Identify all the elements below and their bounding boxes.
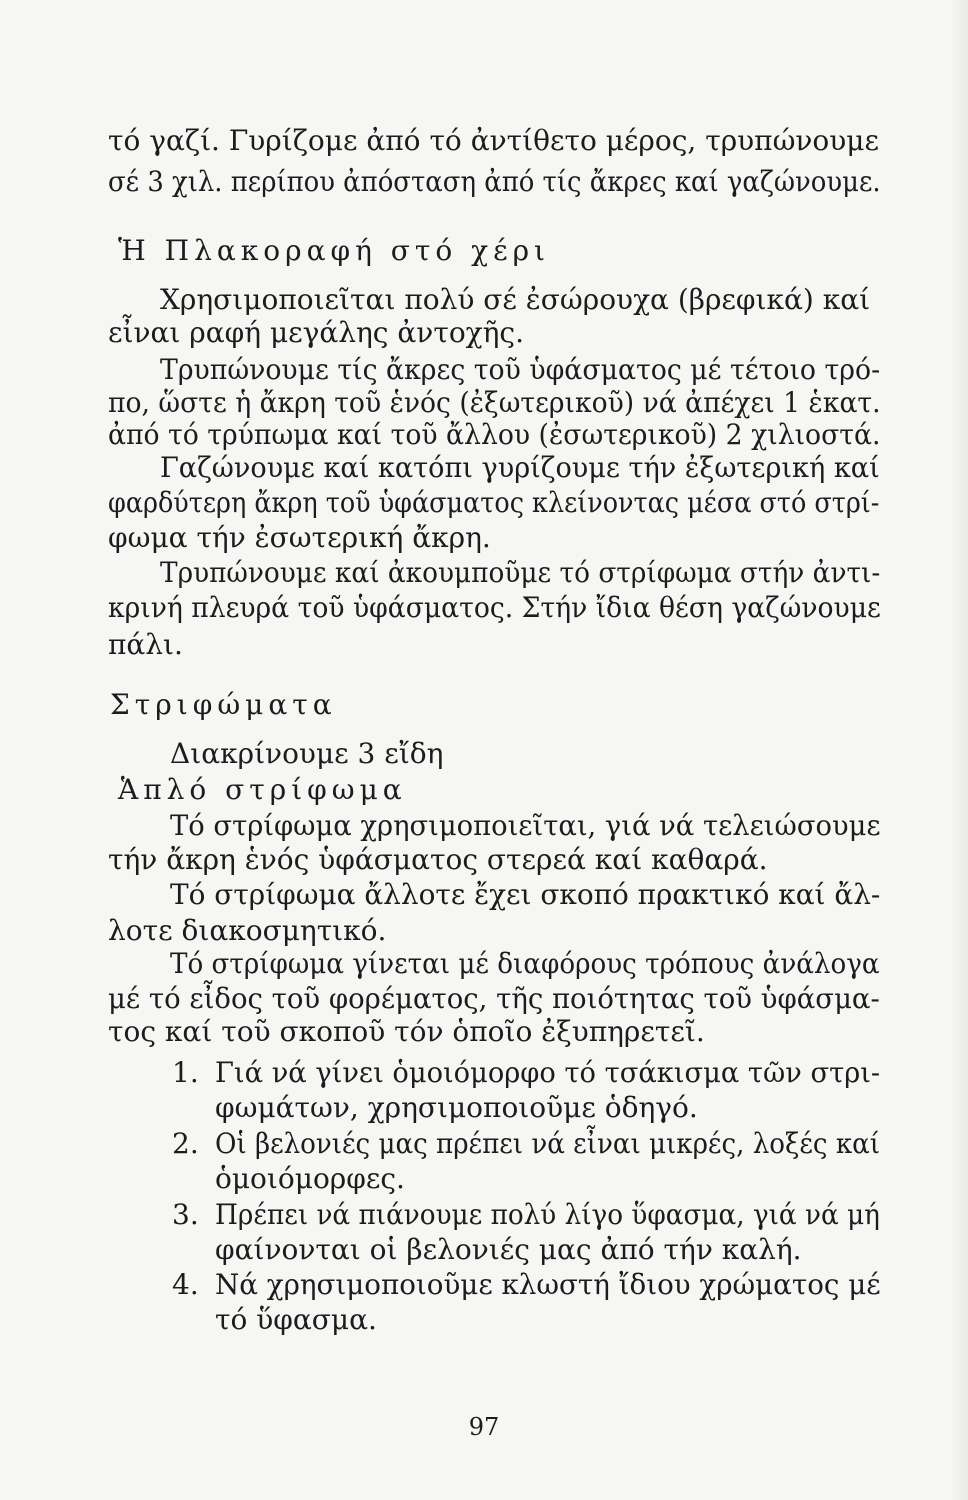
text-line: πο, ὥστε ἡ ἄκρη τοῦ ἑνός (ἐξωτερικοῦ) νά ἀπέχει 1 ἑκατ.	[108, 386, 881, 419]
text-line: Τό στρίφωμα χρησιμοποιεῖται, γιά νά τελειώσουμε	[170, 809, 881, 842]
section-heading: Ἁπλό στρίφωμα	[118, 773, 407, 806]
list-item-text: φαίνονται οἱ βελονιές μας ἀπό τήν καλή.	[215, 1233, 802, 1266]
list-item-text: τό ὕφασμα.	[215, 1303, 377, 1336]
list-item-text: Πρέπει νά πιάνουμε πολύ λίγο ὕφασμα, γιά νά μή	[215, 1198, 880, 1231]
text-line: τό γαζί. Γυρίζομε ἀπό τό ἀντίθετο μέρος, τρυπώνουμε	[108, 124, 880, 157]
text-line: μέ τό εἶδος τοῦ φορέματος, τῆς ποιότητας τοῦ ὑφάσμα-	[108, 982, 880, 1015]
page-edge-shadow	[950, 0, 968, 1500]
text-line: Τρυπώνουμε τίς ἄκρες τοῦ ὑφάσματος μέ τέτοιο τρό-	[160, 353, 881, 386]
list-item-text: ὁμοιόμορφες.	[215, 1162, 405, 1195]
text-line: φωμα τήν ἐσωτερική ἄκρη.	[108, 521, 491, 554]
list-number: 2.	[172, 1127, 199, 1160]
text-line: Γαζώνουμε καί κατόπι γυρίζουμε τήν ἐξωτερική καί	[160, 451, 880, 484]
text-line: τος καί τοῦ σκοποῦ τόν ὁποῖο ἐξυπηρετεῖ.	[108, 1015, 705, 1048]
section-heading: Στριφώματα	[110, 688, 337, 721]
section-heading: Ἡ Πλακοραφή στό χέρι	[118, 234, 551, 267]
section-subheading: Διακρίνουμε 3 εἴδη	[170, 737, 444, 770]
text-line: Τό στρίφωμα ἄλλοτε ἔχει σκοπό πρακτικό καί ἄλ-	[170, 878, 881, 911]
text-line: τήν ἄκρη ἑνός ὑφάσματος στερεά καί καθαρά.	[108, 843, 768, 876]
list-number: 4.	[172, 1268, 199, 1301]
list-number: 1.	[172, 1056, 199, 1089]
text-line: φαρδύτερη ἄκρη τοῦ ὑφάσματος κλείνοντας μέσα στό στρί-	[108, 486, 880, 519]
text-line: εἶναι ραφή μεγάλης ἀντοχῆς.	[108, 316, 524, 349]
page-number: 97	[468, 1413, 500, 1441]
list-item-text: Γιά νά γίνει ὁμοιόμορφο τό τσάκισμα τῶν στρι-	[215, 1056, 881, 1089]
text-line: Χρησιμοποιεῖται πολύ σέ ἐσώρουχα (βρεφικά) καί	[160, 283, 871, 316]
text-line: λοτε διακοσμητικό.	[108, 914, 387, 947]
list-item-text: Οἱ βελονιές μας πρέπει νά εἶναι μικρές, λοξές καί	[215, 1127, 881, 1160]
list-number: 3.	[172, 1198, 199, 1231]
text-line: σέ 3 χιλ. περίπου ἀπόσταση ἀπό τίς ἄκρες καί γαζώνουμε.	[108, 165, 881, 198]
text-line: Τρυπώνουμε καί ἀκουμποῦμε τό στρίφωμα στήν ἀντι-	[160, 556, 881, 589]
list-item-text: φωμάτων, χρησιμοποιοῦμε ὁδηγό.	[215, 1091, 698, 1124]
text-line: Τό στρίφωμα γίνεται μέ διαφόρους τρόπους ἀνάλογα	[170, 947, 880, 980]
text-line: ἀπό τό τρύπωμα καί τοῦ ἄλλου (ἐσωτερικοῦ) 2 χιλιοστά.	[108, 418, 881, 451]
text-line: πάλι.	[108, 628, 183, 661]
text-line: κρινή πλευρά τοῦ ὑφάσματος. Στήν ἴδια θέση γαζώνουμε	[108, 591, 881, 624]
list-item-text: Νά χρησιμοποιοῦμε κλωστή ἴδιου χρώματος μέ	[215, 1268, 881, 1301]
